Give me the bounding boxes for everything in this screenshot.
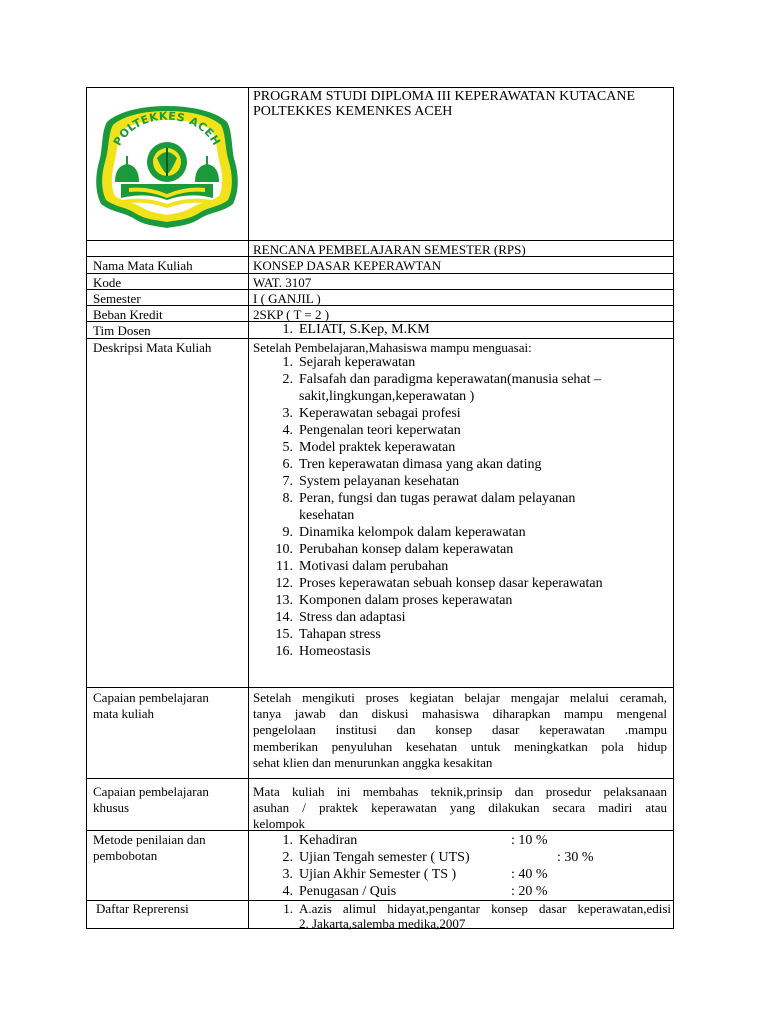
deskripsi-item-number: 1.	[282, 355, 293, 370]
deskripsi-item-number: 5.	[282, 440, 293, 455]
metode-item-number: 1.	[282, 833, 293, 848]
referensi-line2: 2. Jakarta,salemba medika,2007	[299, 916, 466, 931]
deskripsi-item-text: Falsafah dan paradigma keperawatan(manusia sehat –	[299, 372, 602, 387]
capaian-khusus-line: asuhan / praktek keperawatan yang dilakukan secara madiri atau	[253, 800, 667, 816]
deskripsi-item-text: Komponen dalam proses keperawatan	[299, 593, 513, 608]
deskripsi-item-text: Perubahan konsep dalam keperawatan	[299, 542, 514, 557]
deskripsi-item-number: 10.	[275, 542, 293, 557]
row-divider	[87, 305, 673, 306]
deskripsi-item-number: 2.	[282, 372, 293, 387]
rps-document	[86, 87, 674, 929]
rps-title: RENCANA PEMBELAJARAN SEMESTER (RPS)	[253, 242, 526, 257]
deskripsi-item	[253, 371, 603, 405]
deskripsi-item-text: Pengenalan teori keperwatan	[299, 423, 461, 438]
deskripsi-intro: Setelah Pembelajaran,Mahasiswa mampu menguasai:	[253, 340, 532, 355]
referensi-number: 1.	[283, 901, 293, 916]
metode-item	[253, 883, 548, 900]
poltekkes-aceh-logo	[93, 100, 241, 230]
deskripsi-item-number: 3.	[282, 406, 293, 421]
deskripsi-item-text: Keperawatan sebagai profesi	[299, 406, 461, 421]
referensi-label: Daftar Reprerensi	[96, 901, 189, 916]
deskripsi-item	[253, 626, 603, 643]
deskripsi-item-number: 16.	[275, 644, 293, 659]
row-divider	[87, 289, 673, 290]
metode-item	[253, 832, 548, 849]
row-divider	[87, 240, 673, 241]
capaian-mk-line: memberikan penyuluhan kesehatan untuk meningkatkan pola hidup	[253, 738, 667, 754]
row-divider	[87, 778, 673, 779]
capaian-mk-label-line2: mata kuliah	[93, 706, 155, 721]
row-divider	[87, 830, 673, 831]
metode-item-value: : 40 %	[511, 867, 548, 882]
metode-item-text: Ujian Tengah semester ( UTS)	[299, 850, 470, 865]
deskripsi-item-number: 11.	[276, 559, 293, 574]
metode-item-text: Ujian Akhir Semester ( TS )	[299, 867, 457, 882]
deskripsi-item	[253, 490, 603, 524]
semester-label: Semester	[93, 291, 141, 306]
deskripsi-item	[253, 558, 603, 575]
kode-value: WAT. 3107	[253, 275, 312, 290]
metode-label-line2: pembobotan	[93, 848, 158, 863]
row-divider	[87, 273, 673, 274]
kode-label: Kode	[93, 275, 122, 290]
capaian-khusus-label-line2: khusus	[93, 800, 130, 815]
deskripsi-item-number: 8.	[282, 491, 293, 506]
deskripsi-item-continuation: kesehatan	[299, 508, 355, 523]
capaian-khusus-line: kelompok	[253, 816, 305, 832]
deskripsi-item-number: 15.	[275, 627, 293, 642]
beban-kredit-value: 2SKP ( T = 2 )	[253, 307, 330, 322]
deskripsi-item	[253, 473, 603, 490]
deskripsi-item-text: Tren keperawatan dimasa yang akan dating	[299, 457, 542, 472]
deskripsi-item-number: 4.	[282, 423, 293, 438]
deskripsi-item	[253, 541, 603, 558]
tim-dosen-label: Tim Dosen	[93, 323, 151, 338]
deskripsi-item	[253, 422, 603, 439]
deskripsi-item	[253, 524, 603, 541]
metode-item-value: : 30 %	[557, 850, 594, 865]
deskripsi-item	[253, 575, 603, 592]
metode-item-number: 3.	[282, 867, 293, 882]
metode-item-text: Kehadiran	[299, 833, 358, 848]
deskripsi-item-text: Model praktek keperawatan	[299, 440, 456, 455]
row-divider	[87, 338, 673, 339]
capaian-mk-line: pengelolaan institusi dan konsep dasar keperawatan .mampu	[253, 722, 667, 738]
capaian-khusus-text	[253, 784, 667, 833]
metode-item	[253, 849, 594, 866]
beban-kredit-label: Beban Kredit	[93, 307, 163, 322]
referensi-line1-text: A.azis alimul hidayat,pengantar konsep dasar keperawatan,edisi	[299, 901, 671, 916]
metode-item-text: Penugasan / Quis	[299, 884, 397, 899]
deskripsi-item	[253, 456, 603, 473]
deskripsi-item-text: Motivasi dalam perubahan	[299, 559, 449, 574]
deskripsi-item-text: Peran, fungsi dan tugas perawat dalam pelayanan	[299, 491, 576, 506]
deskripsi-item-number: 6.	[282, 457, 293, 472]
row-divider	[87, 256, 673, 257]
capaian-khusus-line: Mata kuliah ini membahas teknik,prinsip dan prosedur pelaksanaan	[253, 784, 667, 799]
deskripsi-item-number: 12.	[275, 576, 293, 591]
capaian-mk-text	[253, 690, 667, 771]
capaian-mk-label-line1: Capaian pembelajaran	[93, 690, 209, 705]
deskripsi-item-text: Sejarah keperawatan	[299, 355, 416, 370]
deskripsi-item-number: 14.	[275, 610, 293, 625]
metode-item-value: : 10 %	[511, 833, 548, 848]
semester-value: I ( GANJIL )	[253, 291, 321, 306]
tim-dosen-number: 1.	[282, 322, 293, 337]
capaian-mk-line: Setelah mengikuti proses kegiatan belajar mengajar melalui ceramah,	[253, 690, 667, 705]
program-title-line1: PROGRAM STUDI DIPLOMA III KEPERAWATAN KUTACANE	[253, 89, 636, 104]
deskripsi-item-number: 9.	[282, 525, 293, 540]
metode-item	[253, 866, 548, 883]
deskripsi-item-text: Dinamika kelompok dalam keperawatan	[299, 525, 526, 540]
logo-text: POLTEKKES ACEH	[110, 109, 224, 148]
deskripsi-item-number: 7.	[282, 474, 293, 489]
deskripsi-item-continuation: sakit,lingkungan,keperawatan )	[299, 389, 475, 404]
deskripsi-item-text: Proses keperawatan sebuah konsep dasar keperawatan	[299, 576, 603, 591]
deskripsi-item	[253, 643, 603, 660]
capaian-mk-line: tanya jawab dan diskusi mahasiswa diharapkan mampu mengenal	[253, 706, 667, 722]
capaian-khusus-label-line1: Capaian pembelajaran	[93, 784, 209, 799]
nama-mata-kuliah-value: KONSEP DASAR KEPERAWTAN	[253, 258, 442, 273]
capaian-mk-line: sehat klien dan menurunkan anggka kesakitan	[253, 754, 493, 770]
metode-item-number: 2.	[282, 850, 293, 865]
deskripsi-item	[253, 354, 603, 371]
deskripsi-item	[253, 609, 603, 626]
deskripsi-label: Deskripsi Mata Kuliah	[93, 340, 212, 355]
metode-list	[253, 832, 594, 900]
deskripsi-item-text: Stress dan adaptasi	[299, 610, 406, 625]
metode-item-number: 4.	[282, 884, 293, 899]
deskripsi-item-text: Homeostasis	[299, 644, 371, 659]
deskripsi-item	[253, 592, 603, 609]
deskripsi-item	[253, 439, 603, 456]
referensi-line1	[299, 901, 671, 917]
deskripsi-list	[253, 354, 603, 660]
deskripsi-item-text: Tahapan stress	[299, 627, 381, 642]
metode-label-line1: Metode penilaian dan	[93, 832, 206, 847]
nama-mata-kuliah-label: Nama Mata Kuliah	[93, 258, 193, 273]
column-divider	[248, 88, 249, 928]
row-divider	[87, 687, 673, 688]
deskripsi-item-text: System pelayanan kesehatan	[299, 474, 460, 489]
metode-item-value: : 20 %	[511, 884, 548, 899]
deskripsi-item	[253, 405, 603, 422]
program-title-line2: POLTEKKES KEMENKES ACEH	[253, 104, 453, 119]
deskripsi-item-number: 13.	[275, 593, 293, 608]
tim-dosen-value: ELIATI, S.Kep, M.KM	[299, 322, 430, 337]
